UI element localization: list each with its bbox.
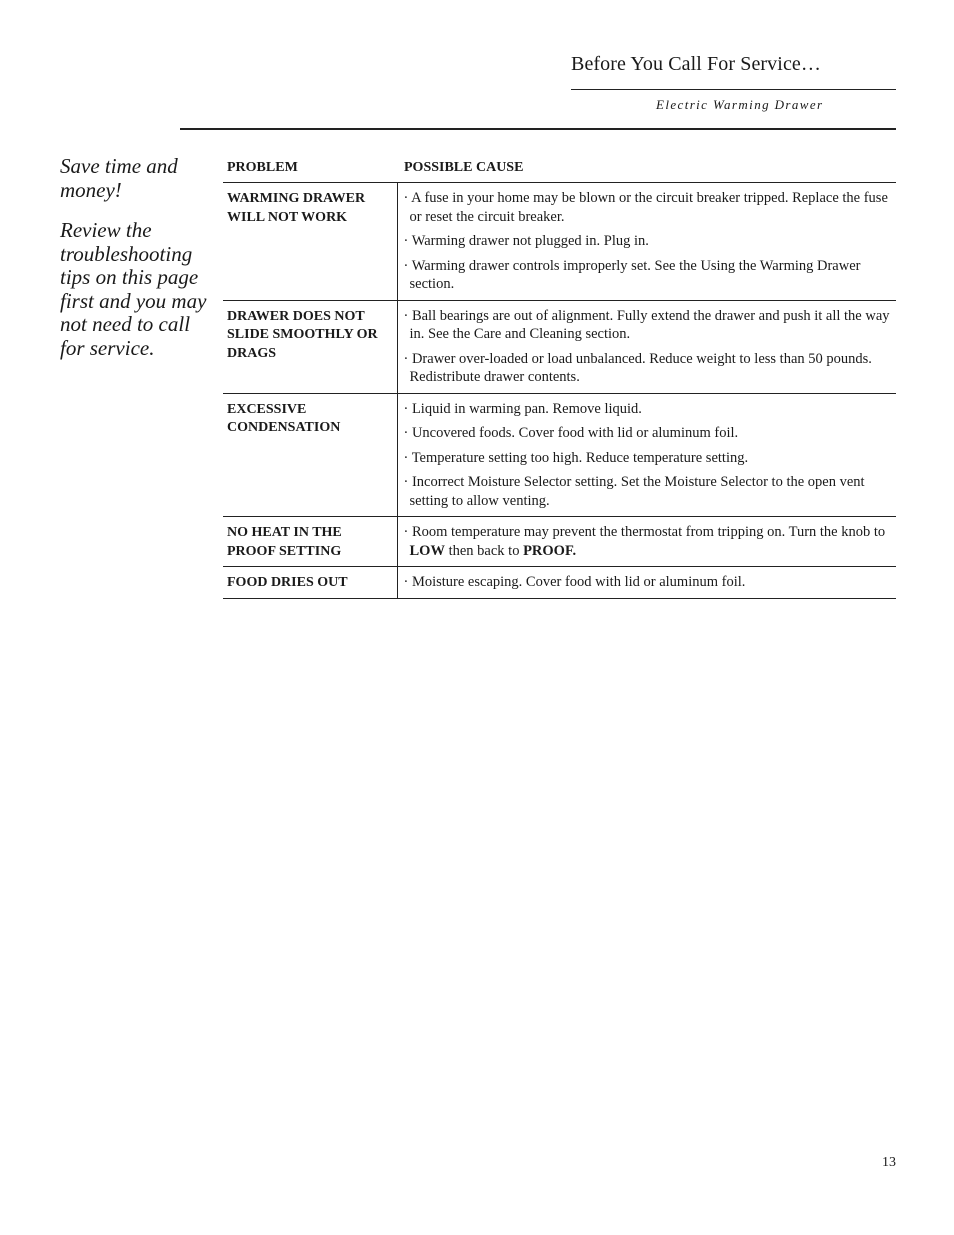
problem-cell: DRAWER DOES NOT SLIDE SMOOTHLY OR DRAGS bbox=[223, 300, 397, 393]
table-row bbox=[223, 183, 896, 301]
cause-item: · Liquid in warming pan. Remove liquid. bbox=[403, 400, 642, 417]
cause-item: · Moisture escaping. Cover food with lid or aluminum foil. bbox=[403, 574, 746, 590]
problem-cell: WARMING DRAWER WILL NOT WORK bbox=[223, 183, 397, 301]
problem-cell: FOOD DRIES OUT bbox=[223, 567, 397, 599]
cause-item: · Ball bearings are out of alignment. Fully extend the drawer and push it all the way in. See the Care and Cleaning section. bbox=[403, 307, 890, 342]
cause-cell bbox=[397, 567, 896, 599]
table-row bbox=[223, 300, 896, 393]
troubleshooting-table bbox=[223, 158, 896, 599]
cause-item: · Drawer over-loaded or load unbalanced. Reduce weight to less than 50 pounds. Redistribute drawer contents. bbox=[403, 350, 872, 385]
cause-item: · Temperature setting too high. Reduce temperature setting. bbox=[403, 449, 749, 466]
page-title: Before You Call For Service… bbox=[571, 53, 821, 75]
cause-cell bbox=[397, 393, 896, 517]
header-divider bbox=[180, 128, 896, 130]
cause-item: · Warming drawer not plugged in. Plug in. bbox=[403, 233, 649, 249]
cause-column-header: POSSIBLE CAUSE bbox=[397, 158, 896, 183]
table-row bbox=[223, 567, 896, 599]
cause-item: · Incorrect Moisture Selector setting. Set the Moisture Selector to the open vent setting to allow venting. bbox=[403, 474, 865, 509]
cause-item bbox=[404, 523, 893, 560]
cause-cell bbox=[397, 300, 896, 393]
sidebar-tagline: Save time and money! bbox=[60, 154, 178, 202]
low-setting-label: LOW bbox=[409, 542, 445, 559]
sidebar-advice: Review the troubleshooting tips on this page first and you may not need to call for service. bbox=[60, 218, 207, 360]
cause-cell bbox=[397, 183, 896, 301]
table-row bbox=[223, 393, 896, 517]
cause-item: · Warming drawer controls improperly set. See the Using the Warming Drawer section. bbox=[403, 257, 861, 292]
cause-item: · A fuse in your home may be blown or the circuit breaker tripped. Replace the fuse or reset the circuit breaker. bbox=[403, 190, 888, 225]
sidebar-note bbox=[60, 155, 210, 377]
page-number: 13 bbox=[882, 1155, 896, 1170]
page-subtitle: Electric Warming Drawer bbox=[656, 97, 824, 112]
problem-column-header: PROBLEM bbox=[223, 158, 397, 183]
proof-setting-label: PROOF. bbox=[523, 542, 577, 559]
cause-text: then back to bbox=[444, 542, 524, 559]
table-row bbox=[223, 517, 896, 567]
problem-cell: EXCESSIVE CONDENSATION bbox=[223, 393, 397, 517]
table-header-row bbox=[223, 158, 896, 183]
title-divider bbox=[571, 89, 896, 90]
problem-cell: NO HEAT IN THE PROOF SETTING bbox=[223, 517, 397, 567]
cause-cell bbox=[397, 517, 896, 567]
cause-text: · Room temperature may prevent the thermostat from tripping on. Turn the knob to bbox=[403, 524, 886, 540]
cause-item: · Uncovered foods. Cover food with lid or aluminum foil. bbox=[403, 425, 739, 441]
